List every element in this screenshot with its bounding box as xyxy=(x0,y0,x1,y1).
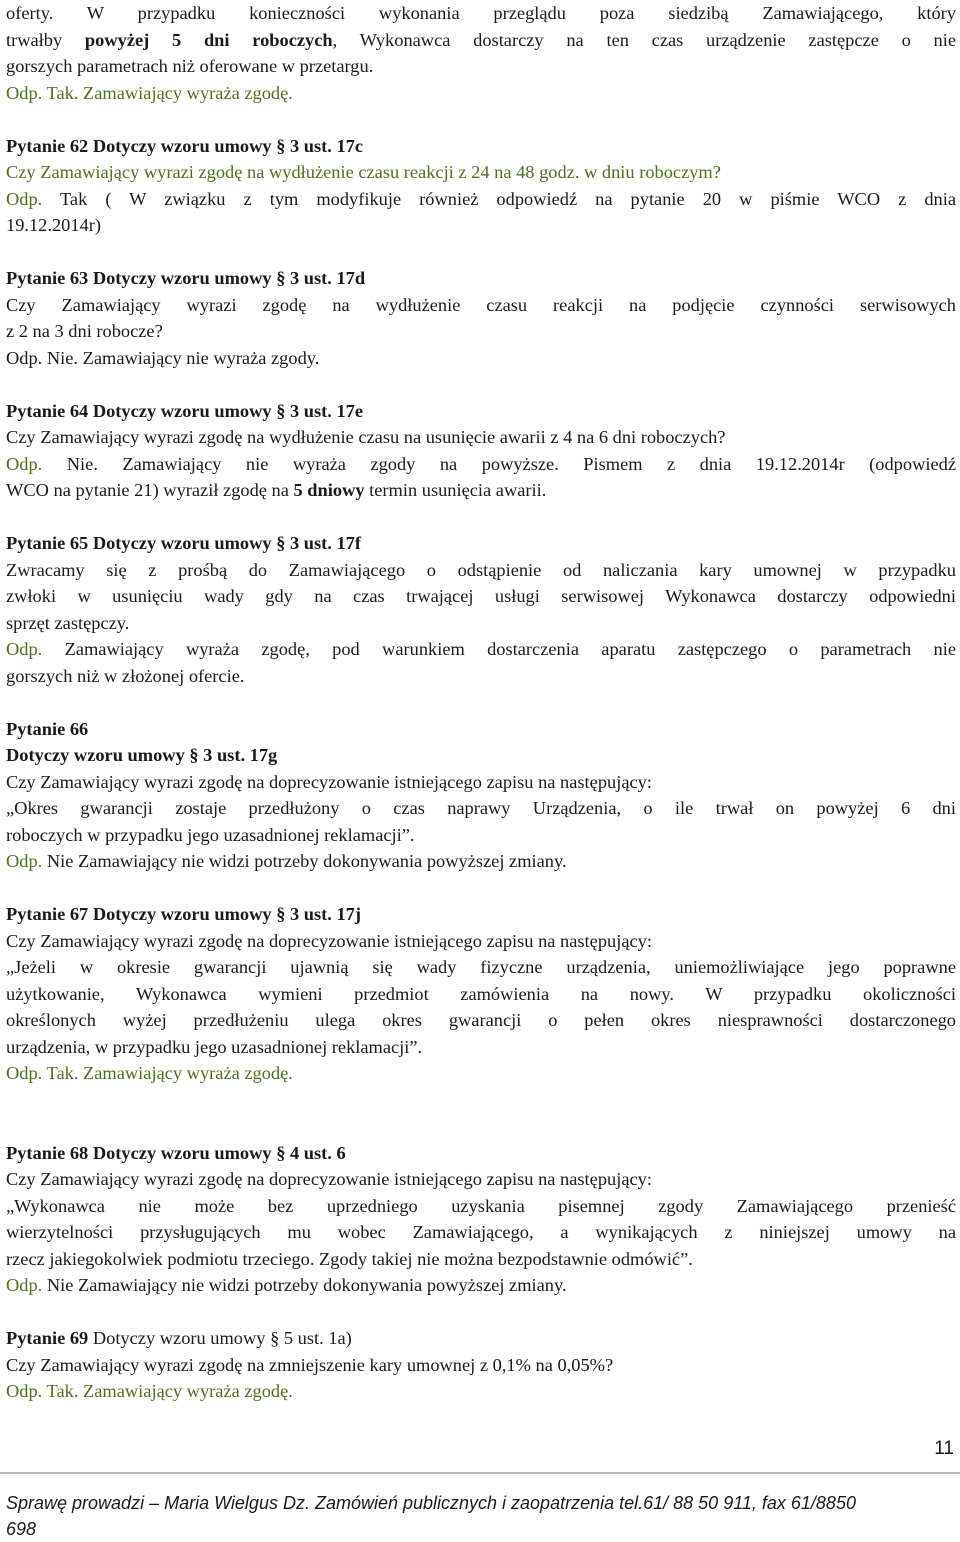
answer-label: Odp. xyxy=(6,1275,43,1295)
answer-line: Odp. Tak. Zamawiający wyraża zgodę. xyxy=(6,82,293,103)
quoted-clause: „Okres gwarancji zostaje przedłużony o czas naprawy Urządzenia, o ile trwał on powyżej 6 dni xyxy=(6,798,956,818)
text-span: Dotyczy wzoru umowy § 5 ust. 1a) xyxy=(88,1328,352,1348)
text-span: trwałby xyxy=(6,29,85,50)
answer-line: gorszych niż w złożonej ofercie. xyxy=(6,665,245,686)
paragraph-line xyxy=(6,27,956,54)
footer-line: 698 xyxy=(6,1519,37,1539)
answer-label: Odp. xyxy=(6,639,43,659)
answer-label: Odp. xyxy=(6,851,43,871)
quoted-clause: roboczych w przypadku jego uzasadnionej reklamacji”. xyxy=(6,824,415,845)
question-text: Zwracamy się z prośbą do Zamawiającego o odstąpienie od naliczania kary umownej w przypadku xyxy=(6,559,956,580)
question-title xyxy=(6,1325,956,1352)
page-number: 11 xyxy=(934,1438,954,1459)
question-text: Czy Zamawiający wyrazi zgodę na doprecyzowanie istniejącego zapisu na następujący: xyxy=(6,1169,652,1189)
footer-contact xyxy=(6,1490,926,1542)
paragraph-line: oferty. W przypadku konieczności wykonania przeglądu poza siedzibą Zamawiającego, który xyxy=(6,3,956,23)
quoted-clause: „Jeżeli w okresie gwarancji ujawnią się wady fizyczne urządzenia, uniemożliwiające jego poprawne xyxy=(6,957,956,977)
quoted-clause: rzecz jakiegokolwiek podmiotu trzeciego. Zgody takiej nie można bezpodstawnie odmówić”. xyxy=(6,1248,693,1269)
quoted-clause: „Wykonawca nie może bez uprzedniego uzyskania pisemnej zgody Zamawiającego przenieść xyxy=(6,1195,956,1216)
footer-divider xyxy=(0,1472,960,1474)
footer-line: Sprawę prowadzi – Maria Wielgus Dz. Zamówień publicznych i zaopatrzenia tel.61/ 88 50 911, fax 61/8850 xyxy=(6,1493,856,1513)
question-text: zwłoki w usunięciu wady gdy na czas trwającej usługi serwisowej Wykonawca dostarczy odpowiedni xyxy=(6,586,956,606)
document-page xyxy=(6,0,956,1405)
text-span: Nie Zamawiający nie widzi potrzeby dokonywania powyższej zmiany. xyxy=(42,851,567,871)
text-span: Pytanie 69 xyxy=(6,1328,89,1348)
text-span: termin usunięcia awarii. xyxy=(364,480,547,500)
question-text: Czy Zamawiający wyrazi zgodę na wydłużenie czasu reakcji na podjęcie czynności serwisowych xyxy=(6,294,956,315)
answer-line xyxy=(6,477,956,504)
answer-line: Odp. Nie. Zamawiający nie wyraża zgody. xyxy=(6,347,320,368)
text-span: Nie. Zamawiający nie wyraża zgody na powyższe. Pismem z dnia 19.12.2014r (odpowiedź xyxy=(42,453,956,474)
quoted-clause: określonych wyżej przedłużeniu ulega okres gwarancji o pełen okres niesprawności dostarczonego xyxy=(6,1010,956,1030)
paragraph-line: gorszych parametrach niż oferowane w przetargu. xyxy=(6,56,374,76)
question-title: Pytanie 62 Dotyczy wzoru umowy § 3 ust. 17c xyxy=(6,135,364,156)
question-text: Czy Zamawiający wyrazi zgodę na doprecyzowanie istniejącego zapisu na następujący: xyxy=(6,771,652,792)
text-span: Zamawiający wyraża zgodę, pod warunkiem dostarczenia aparatu zastępczego o parametrach nie xyxy=(42,639,956,659)
question-text: z 2 na 3 dni robocze? xyxy=(6,321,163,341)
question-title: Pytanie 64 Dotyczy wzoru umowy § 3 ust. 17e xyxy=(6,400,364,421)
text-span: , Wykonawca dostarczy na ten czas urządzenie zastępcze o nie xyxy=(332,29,956,50)
answer-line: 19.12.2014r) xyxy=(6,215,102,235)
answer-line: Odp. Tak. Zamawiający wyraża zgodę. xyxy=(6,1063,293,1083)
quoted-clause: użytkowanie, Wykonawca wymieni przedmiot zamówienia na nowy. W przypadku okoliczności xyxy=(6,983,956,1004)
answer-line xyxy=(6,1272,956,1299)
answer-line xyxy=(6,636,956,663)
text-span: WCO na pytanie 21) wyraził zgodę na xyxy=(6,480,294,500)
question-text: Czy Zamawiający wyrazi zgodę na wydłużenie czasu na usunięcie awarii z 4 na 6 dni roboczych? xyxy=(6,427,726,447)
question-text: Czy Zamawiający wyrazi zgodę na wydłużenie czasu reakcji z 24 na 48 godz. w dniu roboczym? xyxy=(6,162,721,182)
answer-line: Odp. Tak. Zamawiający wyraża zgodę. xyxy=(6,1381,293,1401)
answer-line xyxy=(6,451,956,478)
answer-label: Odp. xyxy=(6,188,43,209)
answer-label: Odp. xyxy=(6,453,43,474)
text-span: Nie Zamawiający nie widzi potrzeby dokonywania powyższej zmiany. xyxy=(42,1275,567,1295)
emphasis-text: powyżej 5 dni roboczych xyxy=(84,29,333,50)
quoted-clause: wierzytelności przysługujących mu wobec Zamawiającego, a wynikających z niniejszej umowy na xyxy=(6,1222,956,1242)
quoted-clause: urządzenia, w przypadku jego uzasadnionej reklamacji”. xyxy=(6,1036,423,1057)
question-title: Pytanie 63 Dotyczy wzoru umowy § 3 ust. 17d xyxy=(6,268,366,288)
emphasis-text: 5 dniowy xyxy=(293,480,365,500)
question-subtitle: Dotyczy wzoru umowy § 3 ust. 17g xyxy=(6,745,278,765)
question-text: sprzęt zastępczy. xyxy=(6,612,130,633)
text-span: Tak ( W związku z tym modyfikuje również odpowiedź na pytanie 20 w piśmie WCO z dnia xyxy=(42,188,956,209)
answer-line xyxy=(6,848,956,875)
answer-line xyxy=(6,186,956,213)
question-text: Czy Zamawiający wyrazi zgodę na doprecyzowanie istniejącego zapisu na następujący: xyxy=(6,930,652,951)
question-title: Pytanie 65 Dotyczy wzoru umowy § 3 ust. 17f xyxy=(6,533,361,553)
question-title: Pytanie 66 xyxy=(6,718,89,739)
question-title: Pytanie 67 Dotyczy wzoru umowy § 3 ust. 17j xyxy=(6,904,361,924)
question-title: Pytanie 68 Dotyczy wzoru umowy § 4 ust. 6 xyxy=(6,1142,346,1163)
question-text: Czy Zamawiający wyrazi zgodę na zmniejszenie kary umownej z 0,1% na 0,05%? xyxy=(6,1354,614,1375)
